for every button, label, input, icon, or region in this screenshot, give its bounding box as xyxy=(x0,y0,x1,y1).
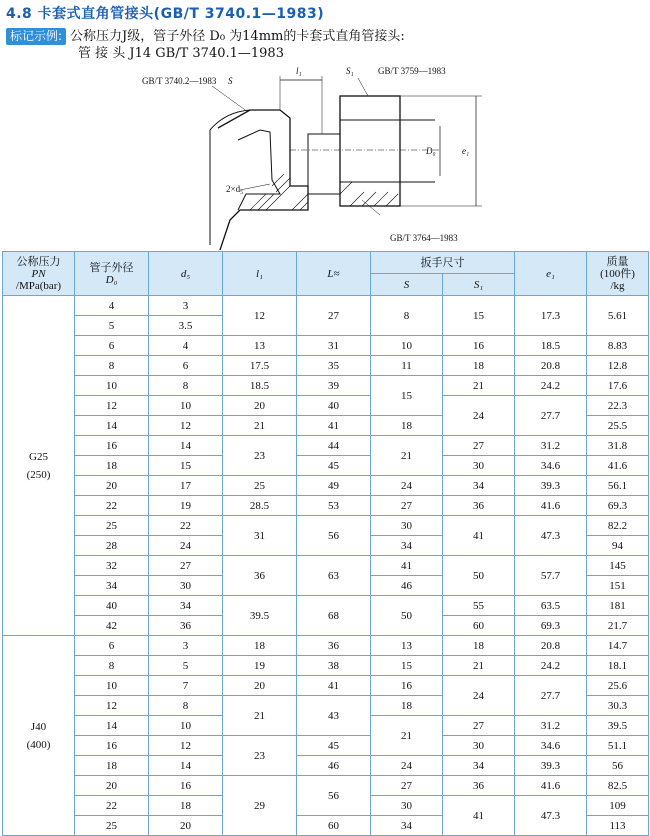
table-row: J40 (400) 6 3 18 36 13 18 20.8 14.7 xyxy=(3,636,649,656)
table-row: 18 15 45 30 34.6 41.6 xyxy=(3,456,649,476)
table-row: 8 5 19 38 15 21 24.2 18.1 xyxy=(3,656,649,676)
header-d0: 管子外径 D₀ xyxy=(75,252,149,296)
header-wrench: 扳手尺寸 xyxy=(371,252,515,274)
table-row: 10 8 18.5 39 15 21 24.2 17.6 xyxy=(3,376,649,396)
table-row: 20 16 29 56 27 36 41.6 82.5 xyxy=(3,776,649,796)
table-row: 40 34 39.5 68 50 55 63.5 181 xyxy=(3,596,649,616)
table-row: 34 30 46 151 xyxy=(3,576,649,596)
fitting-drawing xyxy=(140,60,510,250)
table-row: 25 22 31 56 30 41 47.3 82.2 xyxy=(3,516,649,536)
label-s1: S₁ xyxy=(346,66,354,76)
table-row: 42 36 60 69.3 21.7 xyxy=(3,616,649,636)
example-line2: 管 接 头 J14 GB/T 3740.1—1983 xyxy=(78,46,284,61)
table-row: 8 6 17.5 35 11 18 20.8 12.8 xyxy=(3,356,649,376)
marking-example xyxy=(6,28,405,62)
table-row: 6 4 13 31 10 16 18.5 8.83 xyxy=(3,336,649,356)
header-e1: e₁ xyxy=(515,252,587,296)
table-row: 12 8 21 43 18 30.3 xyxy=(3,696,649,716)
header-s: S xyxy=(371,274,443,296)
table-row: 5 3.5 xyxy=(3,316,649,336)
table-row: G25 (250) 4 3 12 27 8 15 17.3 5.61 xyxy=(3,296,649,316)
header-mass: 质量 (100件) /kg xyxy=(587,252,649,296)
header-d5: d₅ xyxy=(149,252,223,296)
header-l1: l₁ xyxy=(223,252,297,296)
std-label-top: GB/T 3759—1983 xyxy=(378,66,446,76)
table-row: 32 27 36 63 41 50 57.7 145 xyxy=(3,556,649,576)
label-l1: l₁ xyxy=(296,66,302,76)
label-2d5: 2×d₅ xyxy=(226,184,244,194)
table-row: 22 18 30 41 47.3 109 xyxy=(3,796,649,816)
label-d0: D₀ xyxy=(426,146,436,156)
header-pn: 公称压力 PN /MPa(bar) xyxy=(3,252,75,296)
group-g25: G25 (250) xyxy=(3,296,75,636)
table-row: 14 12 21 41 18 25.5 xyxy=(3,416,649,436)
table-row: 28 24 34 94 xyxy=(3,536,649,556)
table-row: 20 17 25 49 24 34 39.3 56.1 xyxy=(3,476,649,496)
spec-table xyxy=(2,251,649,836)
table-row: 16 14 23 44 21 27 31.2 31.8 xyxy=(3,436,649,456)
header-s1: S₁ xyxy=(443,274,515,296)
table-row: 10 7 20 41 16 24 27.7 25.6 xyxy=(3,676,649,696)
page-title: 4.8 卡套式直角管接头(GB/T 3740.1—1983) xyxy=(6,6,325,22)
table-row: 25 20 60 34 113 xyxy=(3,816,649,836)
group-j40: J40 (400) xyxy=(3,636,75,836)
table-row: 12 10 20 40 24 27.7 22.3 xyxy=(3,396,649,416)
example-line1: 公称压力J级，管子外径 D₀ 为14mm的卡套式直角管接头: xyxy=(70,29,405,44)
table-row: 18 14 46 24 34 39.3 56 xyxy=(3,756,649,776)
std-label-bottom: GB/T 3764—1983 xyxy=(390,233,458,243)
example-tag: 标记示例: xyxy=(6,28,66,45)
label-s: S xyxy=(228,76,233,86)
table-row: 14 10 21 27 31.2 39.5 xyxy=(3,716,649,736)
header-l: L≈ xyxy=(297,252,371,296)
table-row: 16 12 23 45 30 34.6 51.1 xyxy=(3,736,649,756)
label-e1: e₁ xyxy=(462,146,470,156)
std-label-left: GB/T 3740.2—1983 xyxy=(142,76,217,86)
table-row: 22 19 28.5 53 27 36 41.6 69.3 xyxy=(3,496,649,516)
